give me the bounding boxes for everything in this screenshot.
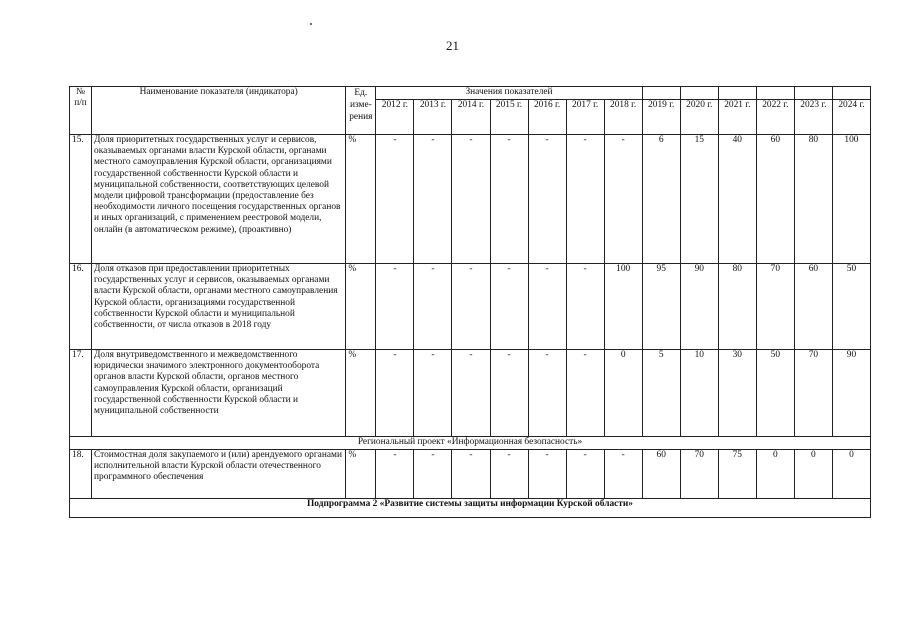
header-indicator-name: Наименование показателя (индикатора)	[92, 87, 346, 135]
value-cell: -	[566, 350, 604, 437]
section-row	[70, 437, 871, 450]
value-cell: -	[452, 135, 490, 264]
row-number: 18.	[70, 450, 92, 499]
year-header: 2021 г.	[718, 100, 756, 135]
value-cell: 100	[604, 264, 642, 350]
value-cell: -	[490, 450, 528, 499]
indicator-name: Доля приоритетных государственных услуг и сервисов, оказываемых органами власти Курской области, органами местного самоуправления Курской области, организациями государственной собственности Курской области и муниципальной собственности, соответствующих целевой модели цифровой трансформации (предоставление без необходимости личного посещения государственных органов и иных организаций, с применением реестровой модели, онлайн (в автоматическом режиме), (проактивно)	[92, 135, 346, 264]
year-header: 2022 г.	[756, 100, 794, 135]
value-cell: 0	[832, 450, 870, 499]
value-cell: -	[376, 264, 414, 350]
value-cell: 50	[832, 264, 870, 350]
row-number: 17.	[70, 350, 92, 437]
section-row	[70, 499, 871, 518]
indicator-row	[70, 264, 871, 350]
year-header: 2012 г.	[376, 100, 414, 135]
indicator-row	[70, 135, 871, 264]
unit-cell: %	[346, 135, 376, 264]
scan-speck	[310, 23, 312, 25]
indicator-row	[70, 450, 871, 499]
year-header: 2017 г.	[566, 100, 604, 135]
value-cell: -	[528, 450, 566, 499]
value-cell: -	[452, 350, 490, 437]
header-empty-cell	[718, 87, 756, 100]
value-cell: -	[376, 350, 414, 437]
indicator-row	[70, 350, 871, 437]
value-cell: 80	[794, 135, 832, 264]
value-cell: 40	[718, 135, 756, 264]
indicators-table	[69, 86, 871, 518]
value-cell: -	[376, 135, 414, 264]
value-cell: -	[604, 135, 642, 264]
indicator-name: Стоимостная доля закупаемого и (или) арендуемого органами исполнительной власти Курской области отечественного программного обеспечения	[92, 450, 346, 499]
value-cell: 80	[718, 264, 756, 350]
value-cell: -	[566, 135, 604, 264]
year-header: 2014 г.	[452, 100, 490, 135]
value-cell: -	[528, 350, 566, 437]
year-header: 2019 г.	[642, 100, 680, 135]
value-cell: 50	[756, 350, 794, 437]
value-cell: 30	[718, 350, 756, 437]
value-cell: 70	[794, 350, 832, 437]
year-header: 2018 г.	[604, 100, 642, 135]
value-cell: -	[490, 350, 528, 437]
value-cell: -	[414, 450, 452, 499]
value-cell: 15	[680, 135, 718, 264]
value-cell: 75	[718, 450, 756, 499]
value-cell: 100	[832, 135, 870, 264]
regional-project-heading: Региональный проект «Информационная безопасность»	[70, 437, 871, 450]
value-cell: 0	[756, 450, 794, 499]
year-header: 2020 г.	[680, 100, 718, 135]
value-cell: 10	[680, 350, 718, 437]
year-header: 2015 г.	[490, 100, 528, 135]
value-cell: 5	[642, 350, 680, 437]
value-cell: 0	[604, 350, 642, 437]
header-empty-cell	[832, 87, 870, 100]
year-header: 2023 г.	[794, 100, 832, 135]
value-cell: 60	[794, 264, 832, 350]
header-empty-cell	[794, 87, 832, 100]
value-cell: -	[528, 135, 566, 264]
value-cell: -	[566, 264, 604, 350]
header-number: № п/п	[70, 87, 92, 135]
value-cell: 70	[680, 450, 718, 499]
year-header: 2016 г.	[528, 100, 566, 135]
indicator-name: Доля отказов при предоставлении приоритетных государственных услуг и сервисов, оказываемых органами власти Курской области, органами местного самоуправления Курской области, организациями государственной собственности Курской области и муниципальной собственности, от числа отказов в 2018 году	[92, 264, 346, 350]
row-number: 16.	[70, 264, 92, 350]
value-cell: -	[490, 264, 528, 350]
value-cell: 90	[680, 264, 718, 350]
unit-cell: %	[346, 264, 376, 350]
value-cell: -	[566, 450, 604, 499]
value-cell: -	[490, 135, 528, 264]
value-cell: -	[452, 450, 490, 499]
value-cell: -	[452, 264, 490, 350]
value-cell: -	[528, 264, 566, 350]
subprogram-heading: Подпрограмма 2 «Развитие системы защиты информации Курской области»	[70, 499, 871, 518]
header-values-group: Значения показателей	[376, 87, 642, 100]
unit-cell: %	[346, 450, 376, 499]
unit-cell: %	[346, 350, 376, 437]
header-empty-cell	[756, 87, 794, 100]
page-number: 21	[446, 38, 459, 53]
value-cell: 60	[642, 450, 680, 499]
value-cell: -	[376, 450, 414, 499]
value-cell: 90	[832, 350, 870, 437]
year-header: 2013 г.	[414, 100, 452, 135]
value-cell: -	[414, 264, 452, 350]
value-cell: 6	[642, 135, 680, 264]
header-empty-cell	[680, 87, 718, 100]
value-cell: -	[414, 350, 452, 437]
value-cell: -	[604, 450, 642, 499]
value-cell: 0	[794, 450, 832, 499]
value-cell: -	[414, 135, 452, 264]
value-cell: 60	[756, 135, 794, 264]
header-row-top	[70, 87, 871, 100]
value-cell: 70	[756, 264, 794, 350]
header-empty-cell	[642, 87, 680, 100]
header-unit: Ед. изме-рения	[346, 87, 376, 135]
row-number: 15.	[70, 135, 92, 264]
indicator-name: Доля внутриведомственного и межведомственного юридически значимого электронного документооборота органов власти Курской области, органов местного самоуправления Курской области, организаций государственной собственности Курской области и муниципальной собственности	[92, 350, 346, 437]
year-header: 2024 г.	[832, 100, 870, 135]
value-cell: 95	[642, 264, 680, 350]
